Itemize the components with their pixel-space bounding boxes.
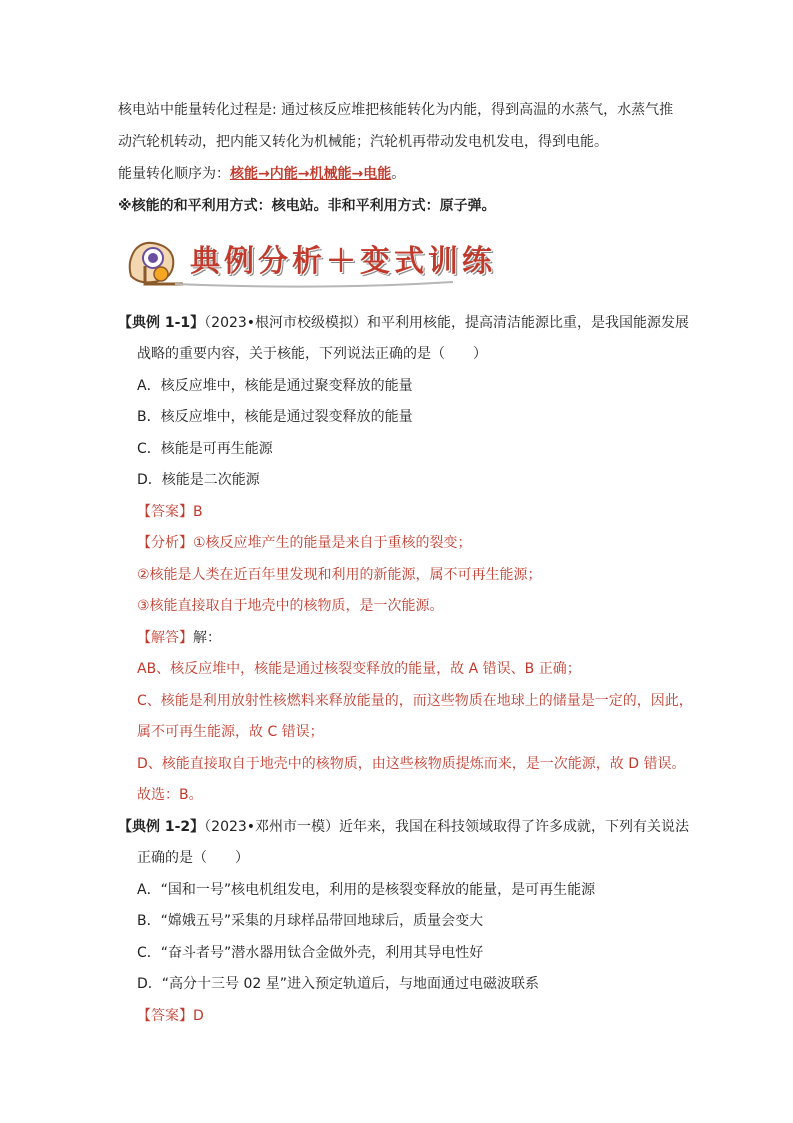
example-1-stem-line-2: 战略的重要内容，关于核能，下列说法正确的是（ ）	[137, 346, 487, 362]
solution-line-3: 属不可再生能源，故 C 错误；	[137, 724, 324, 740]
intro-line-1: 核电站中能量转化过程是: 通过核反应堆把核能转化为内能，得到高温的水蒸气，水蒸气推	[118, 102, 674, 118]
solution-choice: 故选：B。	[137, 787, 203, 803]
intro-line-2: 动汽轮机转动，把内能又转化为机械能；汽轮机再带动发电机发电，得到电能。	[118, 134, 608, 150]
analysis-point-1: ①核反应堆产生的能量是来自于重核的裂变；	[193, 535, 472, 551]
solution-label: 【解答】	[137, 630, 193, 646]
analysis-point-2: ②核能是人类在近百年里发现和利用的新能源，属不可再生能源；	[137, 567, 542, 583]
example-2-stem-line-1	[118, 817, 689, 837]
example-2-stem-line-2: 正确的是（ ）	[137, 850, 249, 866]
banner-title: 典例分析＋变式训练	[190, 244, 496, 279]
analysis-label: 【分析】	[137, 535, 193, 551]
example-1-option-a: A．核反应堆中，核能是通过聚变释放的能量	[137, 378, 413, 394]
analysis-point-3: ③核能直接取自于地壳中的核物质，是一次能源。	[137, 598, 444, 614]
example-2-stem-text: （2023•邓州市一模）近年来，我国在科技领域取得了许多成就，下列有关说法	[204, 819, 690, 835]
example-2-option-a: A．“国和一号”核电机组发电，利用的是核裂变释放的能量，是可再生能源	[137, 882, 596, 898]
energy-order-value: 核能→内能→机械能→电能	[230, 166, 392, 182]
example-2-option-d: D．“高分十三号 02 星”进入预定轨道后，与地面通过电磁波联系	[137, 976, 539, 992]
example-1-option-b: B．核反应堆中，核能是通过裂变释放的能量	[137, 409, 413, 425]
example-2-tag: 【典例 1-2】	[118, 819, 205, 835]
energy-order-prefix: 能量转化顺序为：	[118, 166, 230, 182]
example-1-stem-line-1	[118, 313, 689, 333]
solution-prefix: 解：	[193, 630, 221, 646]
example-1-tag: 【典例 1-1】	[118, 315, 205, 331]
energy-order-suffix: 。	[391, 166, 406, 182]
example-1-option-d: D．核能是二次能源	[137, 472, 260, 488]
example-2-option-b: B．“嫦娥五号”采集的月球样品带回地球后，质量会变大	[137, 913, 484, 929]
solution-line-4: D、核能直接取自于地壳中的核物质，由这些核物质提炼而来，是一次能源，故 D 错误。	[137, 756, 686, 772]
solution-line-1: AB、核反应堆中，核能是通过核裂变释放的能量，故 A 错误、B 正确；	[137, 661, 581, 677]
example-2-answer: 【答案】D	[137, 1008, 204, 1024]
solution-line-2: C、核能是利用放射性核燃料来释放能量的，而这些物质在地球上的储量是一定的，因此，	[137, 693, 693, 709]
example-1-answer: 【答案】B	[137, 504, 203, 520]
energy-order-line	[118, 164, 405, 184]
example-2-option-c: C．“奋斗者号”潜水器用钛合金做外壳，利用其导电性好	[137, 945, 484, 961]
example-1-analysis-line-1	[137, 533, 472, 553]
example-1-solution-heading	[137, 628, 221, 648]
usage-note: ※核能的和平利用方式：核电站。非和平利用方式：原子弹。	[118, 198, 496, 214]
example-1-option-c: C．核能是可再生能源	[137, 441, 273, 457]
example-1-stem-text: （2023•根河市校级模拟）和平利用核能，提高清洁能源比重，是我国能源发展	[204, 315, 690, 331]
